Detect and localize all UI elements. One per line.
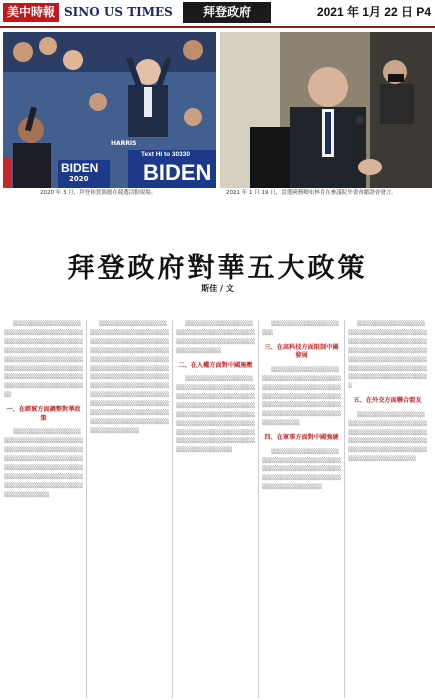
section-heading: 二、在人權方面對中國施壓 — [178, 361, 253, 369]
masthead — [0, 0, 435, 28]
body-text: ░░░░░░░░░░░░░░░░░░░░░ — [262, 321, 339, 336]
body-text: ░░░░░░░░░░░░░░░░░░░░░░░░░░░░░░░░░░░░░░░░░░░░░░░░░░░░░░░░░░░░░░░░░░░░░░░░░░░░░░░░░░░░░░░░░░░░░░░░░░░░░░░░░░░░░░░░░░░░░░░░░░░░░░░░░░░░░ — [262, 366, 341, 427]
column-divider — [86, 320, 87, 698]
rally-sign-harris: HARRIS — [111, 140, 137, 147]
issue-date: 2021 年 1月 22 日 P4 — [316, 5, 431, 19]
body-text: ░░░░░░░░░░░░░░░░░░░░░░░░░░░░░░░░░░░░░░░░░░░░░░░░░░░░░░░░░░░░░░░░░░░░░░░░░░░░░░░░░░░░░░░░░░░░░░░░░░░░░░░░░░░░░░░░░░░░░░░░░░░░░░░░░░░░░░░░░░░░░░░░░░░░░░░░░░░░░░░░░░░░░░░░░░░░░░░░░░░░░░░░░░░░░░░░░░░░░░░░░░░░░░░░░░░░░░░░░░░░░░░░░░░░░░░░░░░░░░░░░░░░░░░░░░░░░░░░░░░░░░ — [90, 321, 169, 434]
body-text: ░░░░░░░░░░░░░░░░░░░░░░░░░░░░░░░░░░░░░░░░░░░░░░░░░░░░░░░░░░░░░░░░░░░░░░░░░░░░░░░░░░░░░░░░░░░░░░░░░░░░░░░░░░░░░░░░░░░░░░░░░░░░░░░░░░░░░░░░░░░░░░░░░░░░░░░░░░░░░░░░░░░░░░░ — [4, 321, 83, 399]
rally-sign-biden: BIDEN — [61, 161, 99, 175]
campaign-rally-photo — [3, 32, 216, 188]
section-title: 拜登政府 — [183, 2, 271, 23]
senate-hearing-photo — [220, 32, 432, 188]
article-byline: 斯佳 / 文 — [201, 284, 234, 293]
column-2 — [90, 320, 169, 698]
rally-sign-biden-large: BIDEN — [143, 160, 212, 185]
senate-hearing-illustration — [220, 32, 432, 188]
body-text: ░░░░░░░░░░░░░░░░░░░░░░░░░░░░░░░░░░░░░░░░░░░░░░░░░░░░░░░░░░░░░░░░░░░░░░░░░░░░░░░░░░░░░░░░░░░░░░░░░░░░░░░░░░░░░░░░░░░░░░░░░░░░░░░░░░░░░░░░░░░░░░░░░░░░░░░░░░░░ — [4, 429, 83, 498]
column-1 — [4, 320, 83, 698]
right-photo-caption: 2021 年 1 月 19 日，當選國務卿布林肯在參議院外委會聽證會發言。 — [226, 190, 397, 196]
rally-sign-text-line: Text HI to 30330 — [141, 151, 191, 158]
newspaper-logo: 美中時報 — [3, 3, 59, 22]
column-divider — [258, 320, 259, 698]
column-divider — [172, 320, 173, 698]
section-heading: 五、在外交方面聯合盟友 — [353, 397, 422, 405]
body-text: ░░░░░░░░░░░░░░░░░░░░░░░░░░░░░░░░░░░░░░░░░░░░░░░░░░░░░░░░░░░░░░░░░░░░░░░░░░░░░░░░░░░░░░░░░░░░░░░░░░░░░░░░░░░░░░░░░░░░░░░░░░░░░░░░░░░░░░░░░░░░░░░░░ — [348, 321, 427, 390]
body-text: ░░░░░░░░░░░░░░░░░░░░░░░░░░░░░░░░░░░░░░░░░░░░░░░░░░░░░░░░░░░░░░░░░░░░░░░░░░░░░░░░░░░░░░░░░░░░░░░░░░░░░░░░░░░░░░░░░░░░░░░░ — [348, 411, 427, 463]
section-heading: 四、在軍事方面對中國強硬 — [264, 434, 339, 442]
column-4 — [262, 320, 341, 698]
body-text: ░░░░░░░░░░░░░░░░░░░░░░░░░░░░░░░░░░░░░░░░░░░░░░░░░░░░░░░░░░░░░░░░░░░░░░░░░░░░░░░░░░░░░░░░░░░░░░░░░ — [262, 448, 341, 491]
column-divider — [344, 320, 345, 698]
article-headline: 拜登政府對華五大政策 — [67, 253, 368, 285]
left-photo-caption: 2020 年 3 月，拜登和賀錦麗在競選活動現場。 — [40, 190, 157, 196]
body-text: ░░░░░░░░░░░░░░░░░░░░░░░░░░░░░░░░░░░░░░░░░░░░░░░░░░░░░░░░░░░░░░░░░░░░░░░░ — [176, 321, 255, 354]
article-body — [4, 320, 432, 698]
column-3 — [176, 320, 255, 698]
body-text: ░░░░░░░░░░░░░░░░░░░░░░░░░░░░░░░░░░░░░░░░░░░░░░░░░░░░░░░░░░░░░░░░░░░░░░░░░░░░░░░░░░░░░░░░░░░░░░░░░░░░░░░░░░░░░░░░░░░░░░░░░░░░░░░░░░░░░░░░░░░░░░░░░░░░░░░░░░░░░░░░░░░░░░░░░░░░░░░░░░░░ — [176, 376, 255, 454]
section-heading: 一、在經貿方面調整對華政策 — [6, 406, 81, 422]
section-heading: 三、在高科技方面限制中國發展 — [264, 343, 339, 360]
rally-sign-year: 2020 — [69, 175, 89, 183]
column-5 — [348, 320, 427, 698]
brand-english-name: SINO US TIMES — [64, 5, 173, 19]
